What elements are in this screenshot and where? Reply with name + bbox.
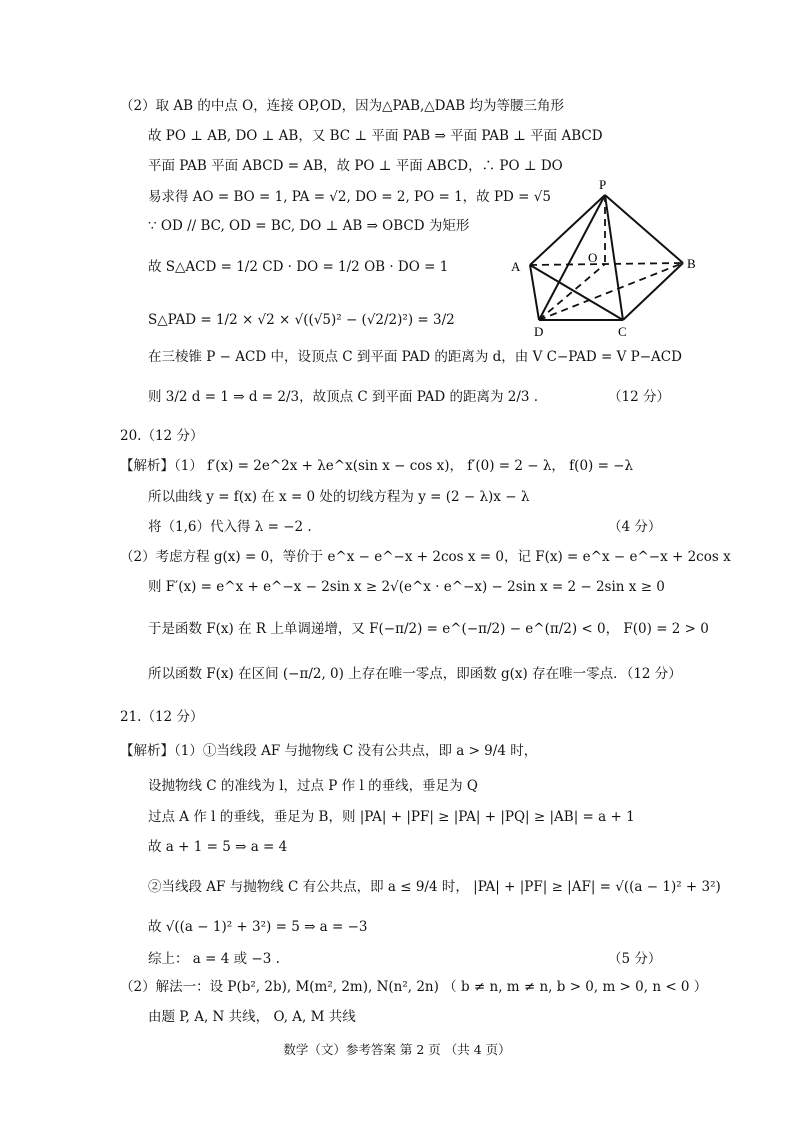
- text-line: S△PAD = 1/2 × √2 × √((√5)² − (√2/2)²) = 3/2: [148, 312, 455, 328]
- text-line: 设抛物线 C 的准线为 l，过点 P 作 l 的垂线，垂足为 Q: [148, 778, 478, 794]
- vertex-label-B: B: [687, 256, 696, 271]
- score-label: （4 分）: [608, 519, 662, 535]
- text-line: 于是函数 F(x) 在 R 上单调递增，又 F(−π/2) = e^(−π/2) − e^(π/2) < 0， F(0) = 2 > 0: [148, 621, 709, 637]
- question-heading: 20.（12 分）: [120, 428, 204, 444]
- score-label: （5 分）: [608, 951, 662, 967]
- text-line: 故 PO ⊥ AB, DO ⊥ AB，又 BC ⊥ 平面 PAB ⇒ 平面 PAB ⊥ 平面 ABCD: [148, 128, 603, 144]
- text-line: 所以曲线 y = f(x) 在 x = 0 处的切线方程为 y = (2 − λ)x − λ: [148, 489, 530, 505]
- text-line: （2）解法一：设 P(b², 2b), M(m², 2m), N(n², 2n) （ b ≠ n, m ≠ n, b > 0, m > 0, n < 0 ）: [120, 979, 708, 995]
- question-heading: 21.（12 分）: [120, 709, 204, 725]
- vertex-label-P: P: [599, 177, 607, 192]
- edge-AB: [530, 263, 683, 265]
- edge-DO: [539, 264, 605, 320]
- vertex-label-A: A: [511, 259, 521, 274]
- edge-CB: [623, 263, 683, 320]
- score-label: （12 分）: [608, 389, 670, 405]
- text-line: 【解析】（1） f′(x) = 2e^2x + λe^x(sin x − cos x)， f′(0) = 2 − λ， f(0) = −λ: [120, 458, 634, 474]
- text-line: ②当线段 AF 与抛物线 C 有公共点，即 a ≤ 9/4 时， |PA| + |PF| ≥ |AF| = √((a − 1)² + 3²): [148, 879, 721, 895]
- vertex-label-C: C: [618, 324, 627, 339]
- vertex-label-D: D: [534, 324, 544, 339]
- text-line: 过点 A 作 l 的垂线，垂足为 B，则 |PA| + |PF| ≥ |PA| + |PQ| ≥ |AB| = a + 1: [148, 809, 635, 825]
- text-line: 综上： a = 4 或 −3 .: [148, 951, 280, 967]
- text-line: 将（1,6）代入得 λ = −2 .: [148, 519, 312, 535]
- text-line: 易求得 AO = BO = 1, PA = √2, DO = 2, PO = 1，故 PD = √5: [148, 189, 551, 205]
- text-line: 故 a + 1 = 5 ⇒ a = 4: [148, 839, 288, 855]
- edge-AD: [530, 265, 539, 320]
- text-line: 在三棱锥 P − ACD 中，设顶点 C 到平面 PAD 的距离为 d，由 V C−PAD = V P−ACD: [148, 349, 682, 365]
- pyramid-figure: [505, 175, 715, 340]
- text-line: 故 S△ACD = 1/2 CD · DO = 1/2 OB · DO = 1: [148, 259, 449, 275]
- edge-DB: [539, 263, 683, 320]
- text-line: 由题 P, A, N 共线， O, A, M 共线: [148, 1009, 356, 1025]
- text-line: （2）取 AB 的中点 O，连接 OP,OD，因为△PAB,△DAB 均为等腰三角形: [120, 98, 564, 114]
- vertex-label-O: O: [588, 250, 598, 265]
- text-line: ∵ OD // BC, OD = BC, DO ⊥ AB ⇒ OBCD 为矩形: [148, 218, 470, 234]
- text-line: 则 F′(x) = e^x + e^−x − 2sin x ≥ 2√(e^x · e^−x) − 2sin x = 2 − 2sin x ≥ 0: [148, 579, 665, 595]
- text-line: 【解析】（1）①当线段 AF 与抛物线 C 没有公共点，即 a > 9/4 时，: [120, 743, 538, 759]
- text-line: （2）考虑方程 g(x) = 0，等价于 e^x − e^−x + 2cos x = 0，记 F(x) = e^x − e^−x + 2cos x: [120, 549, 731, 565]
- text-line: 平面 PAB 平面 ABCD = AB，故 PO ⊥ 平面 ABCD，∴ PO ⊥ DO: [148, 158, 563, 174]
- text-line: 故 √((a − 1)² + 3²) = 5 ⇒ a = −3: [148, 919, 368, 935]
- edge-PC: [605, 195, 623, 320]
- page-footer: 数学（文）参考答案 第 2 页 （共 4 页）: [283, 1042, 511, 1057]
- edge-PB: [605, 195, 683, 263]
- text-line: 则 3/2 d = 1 ⇒ d = 2/3，故顶点 C 到平面 PAD 的距离为 2/3 .: [148, 389, 539, 405]
- text-line: 所以函数 F(x) 在区间 (−π/2, 0) 上存在唯一零点，即函数 g(x) 存在唯一零点．（12 分）: [148, 666, 682, 682]
